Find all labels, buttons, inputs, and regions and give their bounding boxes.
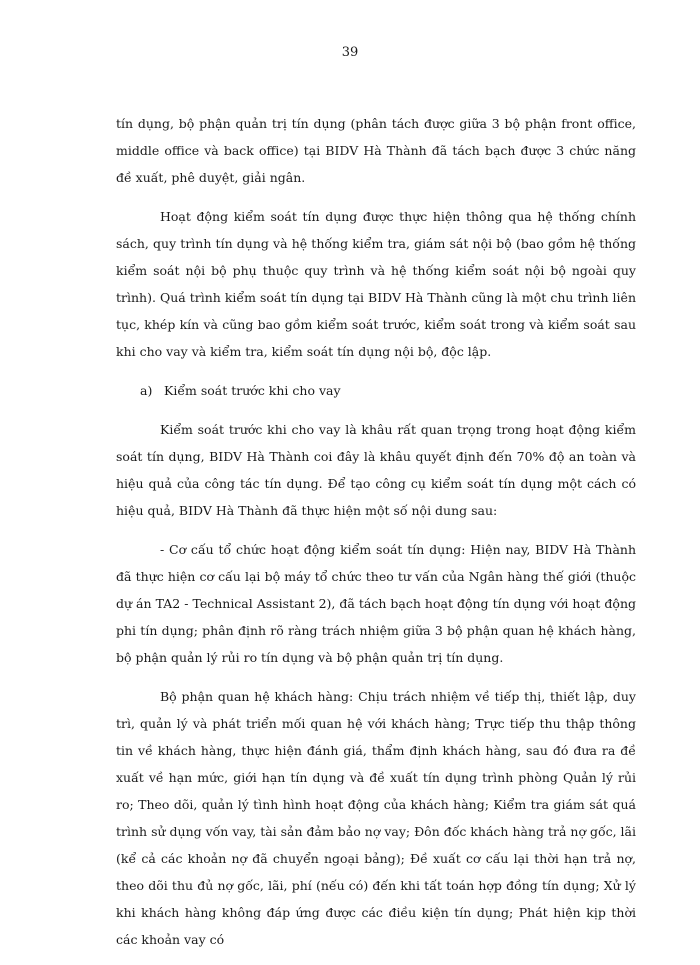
- section-heading: [116, 377, 636, 404]
- paragraph-customer-relations-dept: Bộ phận quan hệ khách hàng: Chịu trách nhiệm về tiếp thị, thiết lập, duy trì, quản lý và phát triển mối quan hệ với khách hàng; Trực tiếp thu thập thông tin về khách hàng, thực hiện đánh giá, thẩm định khách hàng, sau đó đưa ra đề xuất về hạn mức, giới hạn tín dụng và đề xuất tín dụng trình phòng Quản lý rủi ro; Theo dõi, quản lý tình hình hoạt động của khách hàng; Kiểm tra giám sát quá trình sử dụng vốn vay, tài sản đảm bảo nợ vay; Đôn đốc khách hàng trả nợ gốc, lãi (kể cả các khoản nợ đã chuyển ngoại bảng); Đề xuất cơ cấu lại thời hạn trả nợ, theo dõi thu đủ nợ gốc, lãi, phí (nếu có) đến khi tất toán hợp đồng tín dụng; Xử lý khi khách hàng không đáp ứng được các điều kiện tín dụng; Phát hiện kịp thời các khoản vay có: [116, 689, 636, 947]
- page-number: 39: [341, 45, 359, 60]
- body-text: [116, 110, 636, 965]
- paragraph-pre-lending-control: Kiểm soát trước khi cho vay là khâu rất quan trọng trong hoạt động kiểm soát tín dụng, BIDV Hà Thành coi đây là khâu quyết định đến 70% độ an toàn và hiệu quả của công tác tín dụng. Để tạo công cụ kiểm soát tín dụng một cách có hiệu quả, BIDV Hà Thành đã thực hiện một số nội dung sau:: [116, 422, 636, 518]
- section-heading-text: Kiểm soát trước khi cho vay: [164, 383, 341, 398]
- paragraph-continuation: tín dụng, bộ phận quản trị tín dụng (phân tách được giữa 3 bộ phận front office, middle office và back office) tại BIDV Hà Thành đã tách bạch được 3 chức năng đề xuất, phê duyệt, giải ngân.: [116, 116, 636, 185]
- section-heading-marker: a): [140, 383, 153, 398]
- paragraph-org-structure: - Cơ cấu tổ chức hoạt động kiểm soát tín dụng: Hiện nay, BIDV Hà Thành đã thực hiện cơ cấu lại bộ máy tổ chức theo tư vấn của Ngân hàng thế giới (thuộc dự án TA2 - Technical Assistant 2), đã tách bạch hoạt động tín dụng với hoạt động phi tín dụng; phân định rõ ràng trách nhiệm giữa 3 bộ phận quan hệ khách hàng, bộ phận quản lý rủi ro tín dụng và bộ phận quản trị tín dụng.: [116, 542, 636, 665]
- paragraph-credit-control-overview: Hoạt động kiểm soát tín dụng được thực hiện thông qua hệ thống chính sách, quy trình tín dụng và hệ thống kiểm tra, giám sát nội bộ (bao gồm hệ thống kiểm soát nội bộ phụ thuộc quy trình và hệ thống kiểm soát nội bộ ngoài quy trình). Quá trình kiểm soát tín dụng tại BIDV Hà Thành cũng là một chu trình liên tục, khép kín và cũng bao gồm kiểm soát trước, kiểm soát trong và kiểm soát sau khi cho vay và kiểm tra, kiểm soát tín dụng nội bộ, độc lập.: [116, 209, 636, 359]
